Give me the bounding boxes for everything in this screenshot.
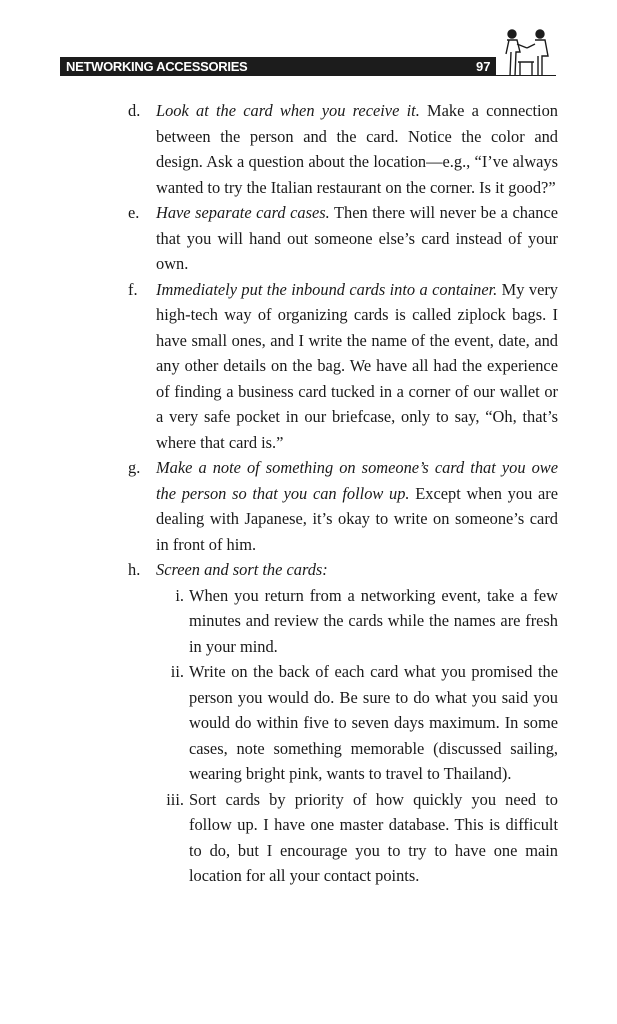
item-text: Sort cards by priority of how quickly you need to follow up. I have one master database. This is difficult to do, but I encourage you to try to have one main location for all your contact points. <box>189 789 558 885</box>
list-marker: f. <box>128 279 138 299</box>
list-marker: g. <box>128 458 141 477</box>
item-lead: Have separate card cases. <box>156 203 330 222</box>
list-item-e <box>128 200 558 277</box>
list-item-f <box>128 277 558 456</box>
item-text: When you return from a networking event, take a few minutes and review the cards while the names are fresh in your mind. <box>189 585 558 656</box>
item-lead: Immediately put the inbound cards into a container. <box>156 279 498 299</box>
item-text: My very high-tech way of organizing cards is called ziplock bags. I have small ones, and I write the name of the event, date, and any other details on the bag. We have all had the experience of finding a business card tucked in a corner of our wallet or a very safe pocket in our briefcase, only to say, “Oh, that’s where that card is.” <box>156 279 558 452</box>
list-item-g <box>128 455 558 557</box>
item-lead: Look at the card when you receive it. <box>156 101 420 120</box>
handshake-people-icon <box>498 26 556 78</box>
item-text: Except when you are dealing with Japanese, it’s okay to write on someone’s card in front of him. <box>156 483 558 554</box>
item-lead: Make a note of something on someone’s card that you owe the person so that you can follow up. <box>156 458 558 503</box>
list-item-h <box>128 557 558 583</box>
list-marker: e. <box>128 203 140 222</box>
list-marker: d. <box>128 101 141 120</box>
item-text: Then there will never be a chance that you will hand out someone else’s card instead of your own. <box>156 203 558 273</box>
page-number: 97 <box>476 59 491 74</box>
sub-item-iii <box>156 787 558 889</box>
sub-item-ii <box>156 659 558 787</box>
list-marker: i. <box>175 585 184 605</box>
item-text: Write on the back of each card what you promised the person you would do. Be sure to do what you said you would do within five to seven days maximum. In some cases, note something memorable (discussed sailing, wearing bright pink, wants to travel to Thailand). <box>189 662 558 783</box>
page-body <box>128 98 558 889</box>
sub-item-i <box>156 583 558 660</box>
item-lead: Screen and sort the cards: <box>156 560 328 579</box>
list-marker: h. <box>128 560 141 579</box>
list-item-d <box>128 98 558 200</box>
list-marker: iii. <box>166 789 184 809</box>
list-marker: ii. <box>170 662 184 681</box>
running-header-title: NETWORKING ACCESSORIES <box>66 59 248 74</box>
item-text: Make a connection between the person and the card. Notice the color and design. Ask a question about the location—e.g., “I’ve always wanted to try the Italian restaurant on the corner. Is it good?” <box>156 101 559 197</box>
